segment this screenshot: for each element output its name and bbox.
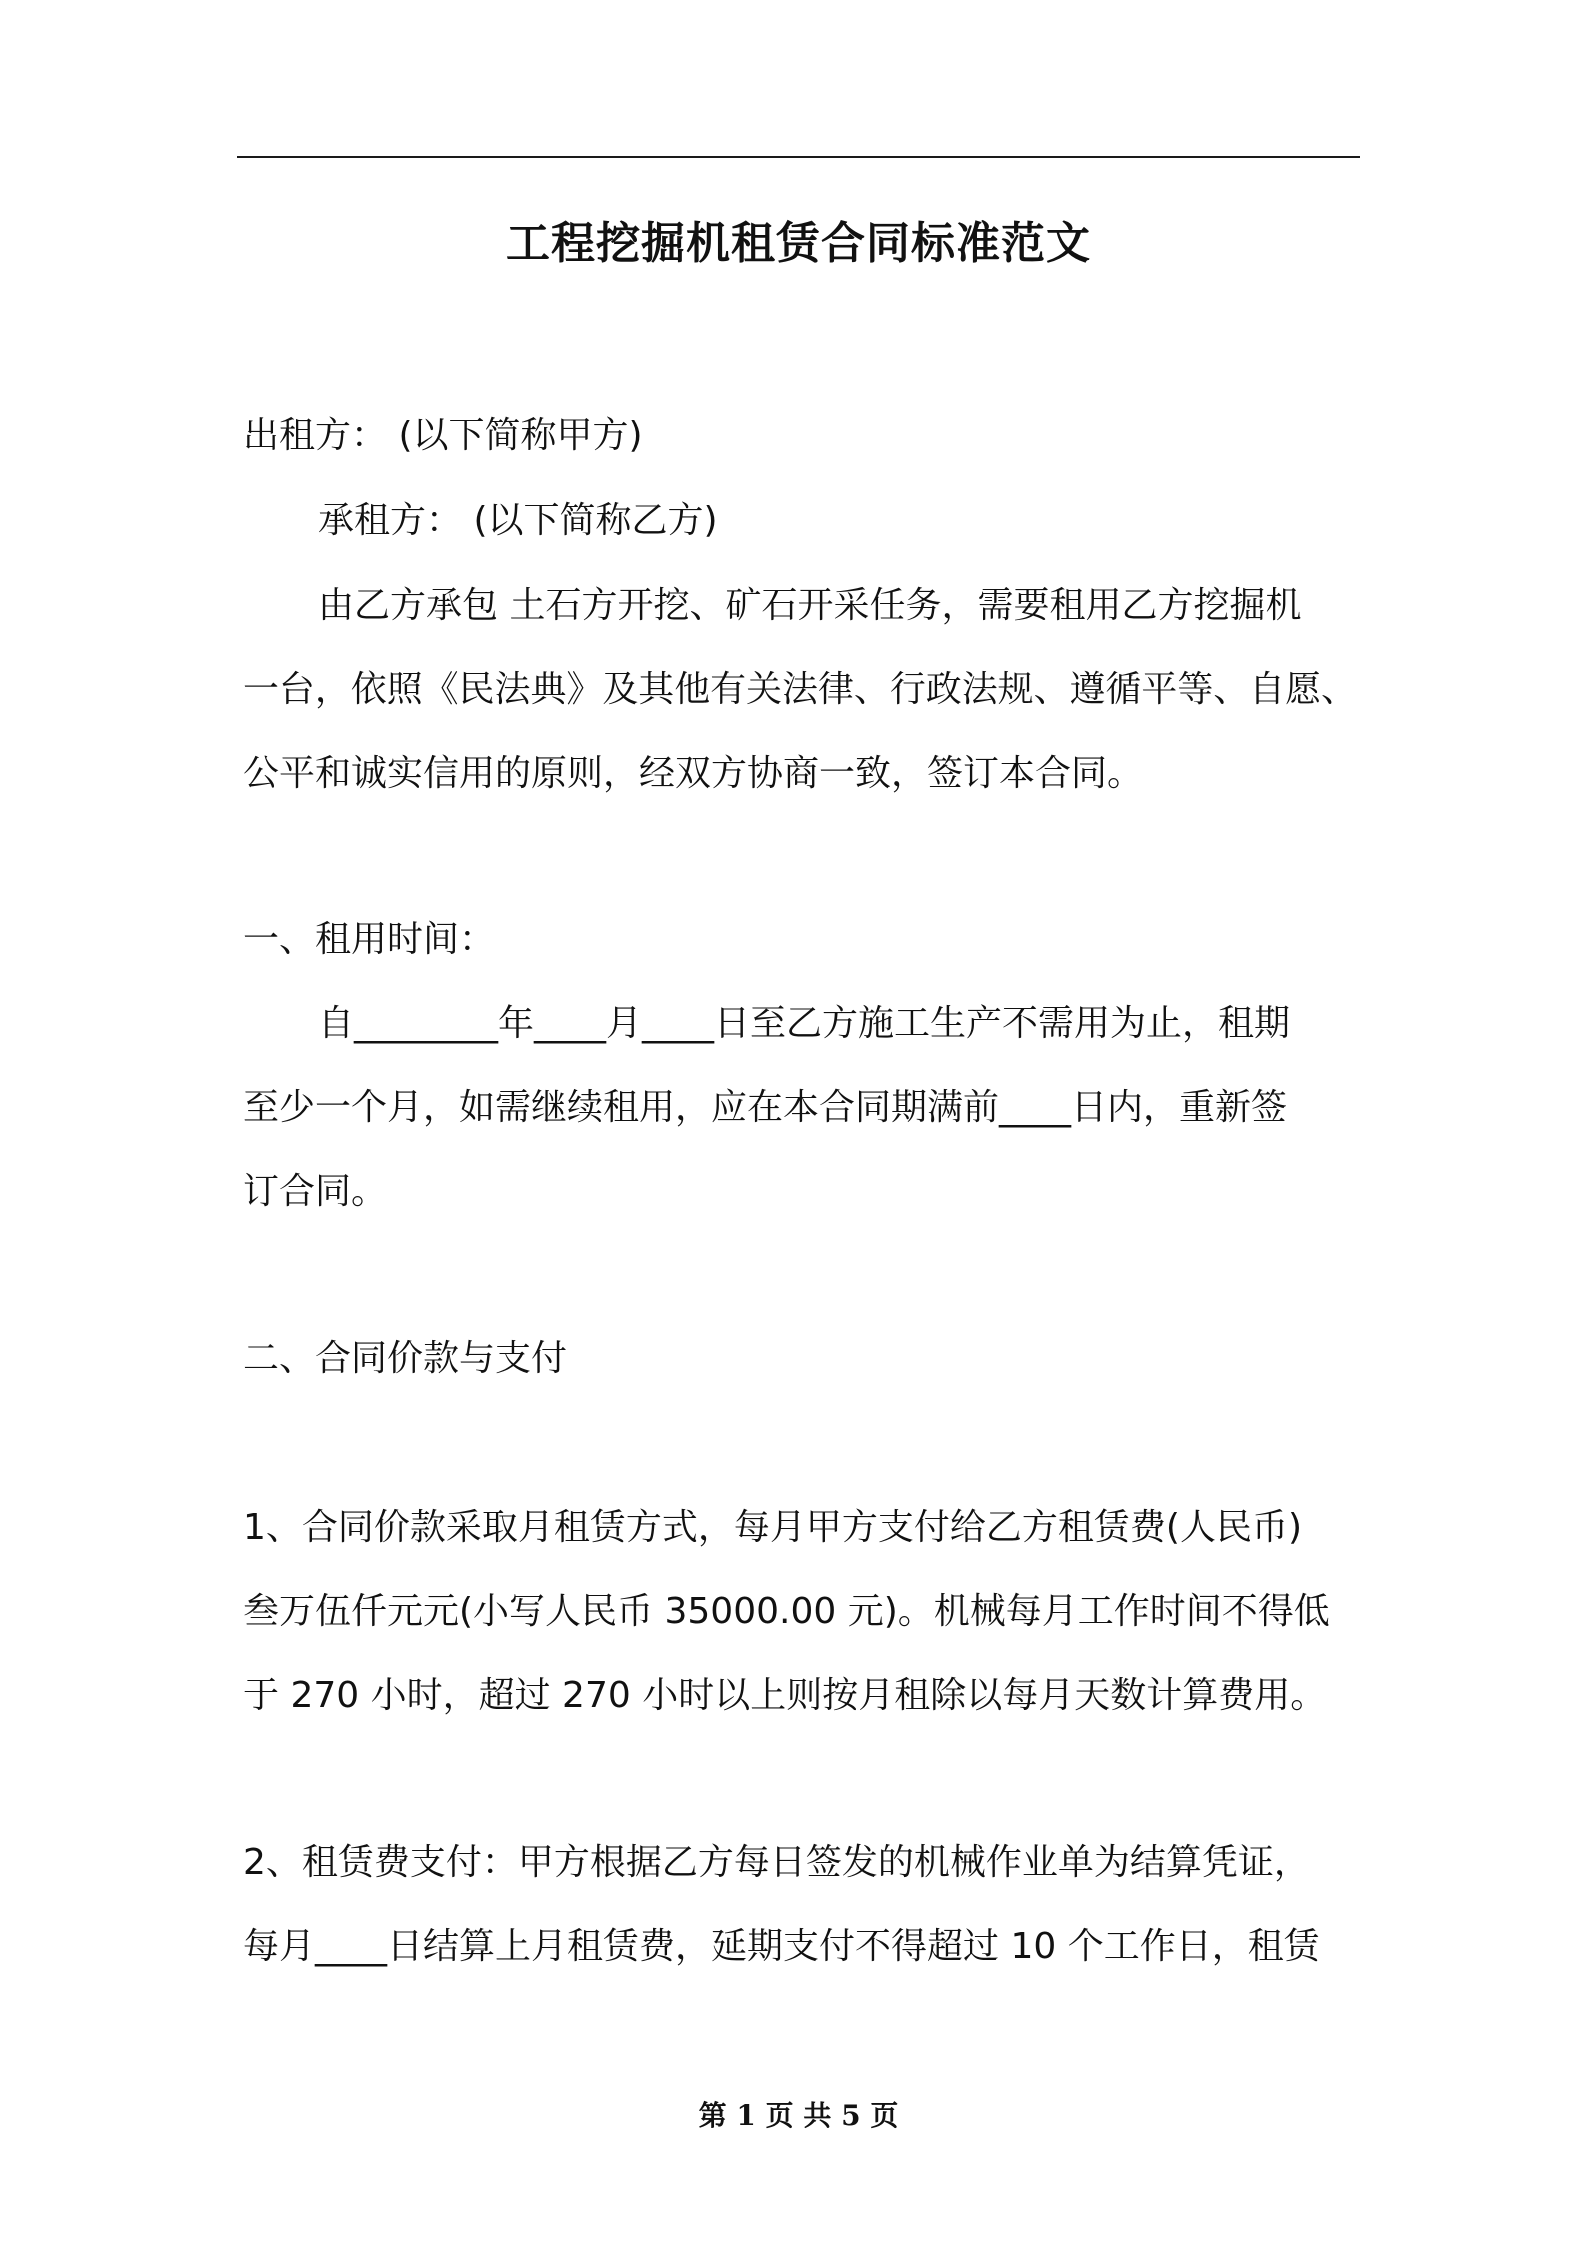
preamble-line-3: 公平和诚实信用的原则，经双方协商一致，签订本合同。 (243, 753, 1144, 794)
section-1-heading: 一、租用时间： (243, 919, 496, 960)
section-2-heading: 二、合同价款与支付 (243, 1338, 568, 1379)
document-title: 工程挖掘机租赁合同标准范文 (506, 218, 1091, 269)
preamble-line-1: 由乙方承包 土石方开挖、矿石开采任务，需要租用乙方挖掘机 (318, 585, 1302, 626)
header-rule (237, 156, 1360, 158)
clause-2-line-2: 每月____日结算上月租赁费，延期支付不得超过 10 个工作日，租赁 (243, 1926, 1320, 1967)
section-1-line-3: 订合同。 (243, 1171, 388, 1212)
clause-1-line-3: 于 270 小时，超过 270 小时以上则按月租除以每月天数计算费用。 (243, 1675, 1327, 1716)
lessor-line: 出租方： (以下简称甲方) (243, 415, 643, 456)
page-footer: 第 1 页 共 5 页 (698, 2099, 899, 2132)
section-1-line-1: 自________年____月____日至乙方施工生产不需用为止，租期 (318, 1003, 1291, 1044)
clause-1-line-2: 叁万伍仟元元(小写人民币 35000.00 元)。机械每月工作时间不得低 (243, 1591, 1330, 1632)
clause-2-line-1: 2、租赁费支付：甲方根据乙方每日签发的机械作业单为结算凭证， (243, 1842, 1310, 1883)
clause-1-line-1: 1、合同价款采取月租赁方式，每月甲方支付给乙方租赁费(人民币) (243, 1507, 1302, 1548)
preamble-line-2: 一台，依照《民法典》及其他有关法律、行政法规、遵循平等、自愿、 (243, 669, 1358, 710)
lessee-line: 承租方： (以下简称乙方) (318, 500, 718, 541)
section-1-line-2: 至少一个月，如需继续租用，应在本合同期满前____日内，重新签 (243, 1087, 1288, 1128)
